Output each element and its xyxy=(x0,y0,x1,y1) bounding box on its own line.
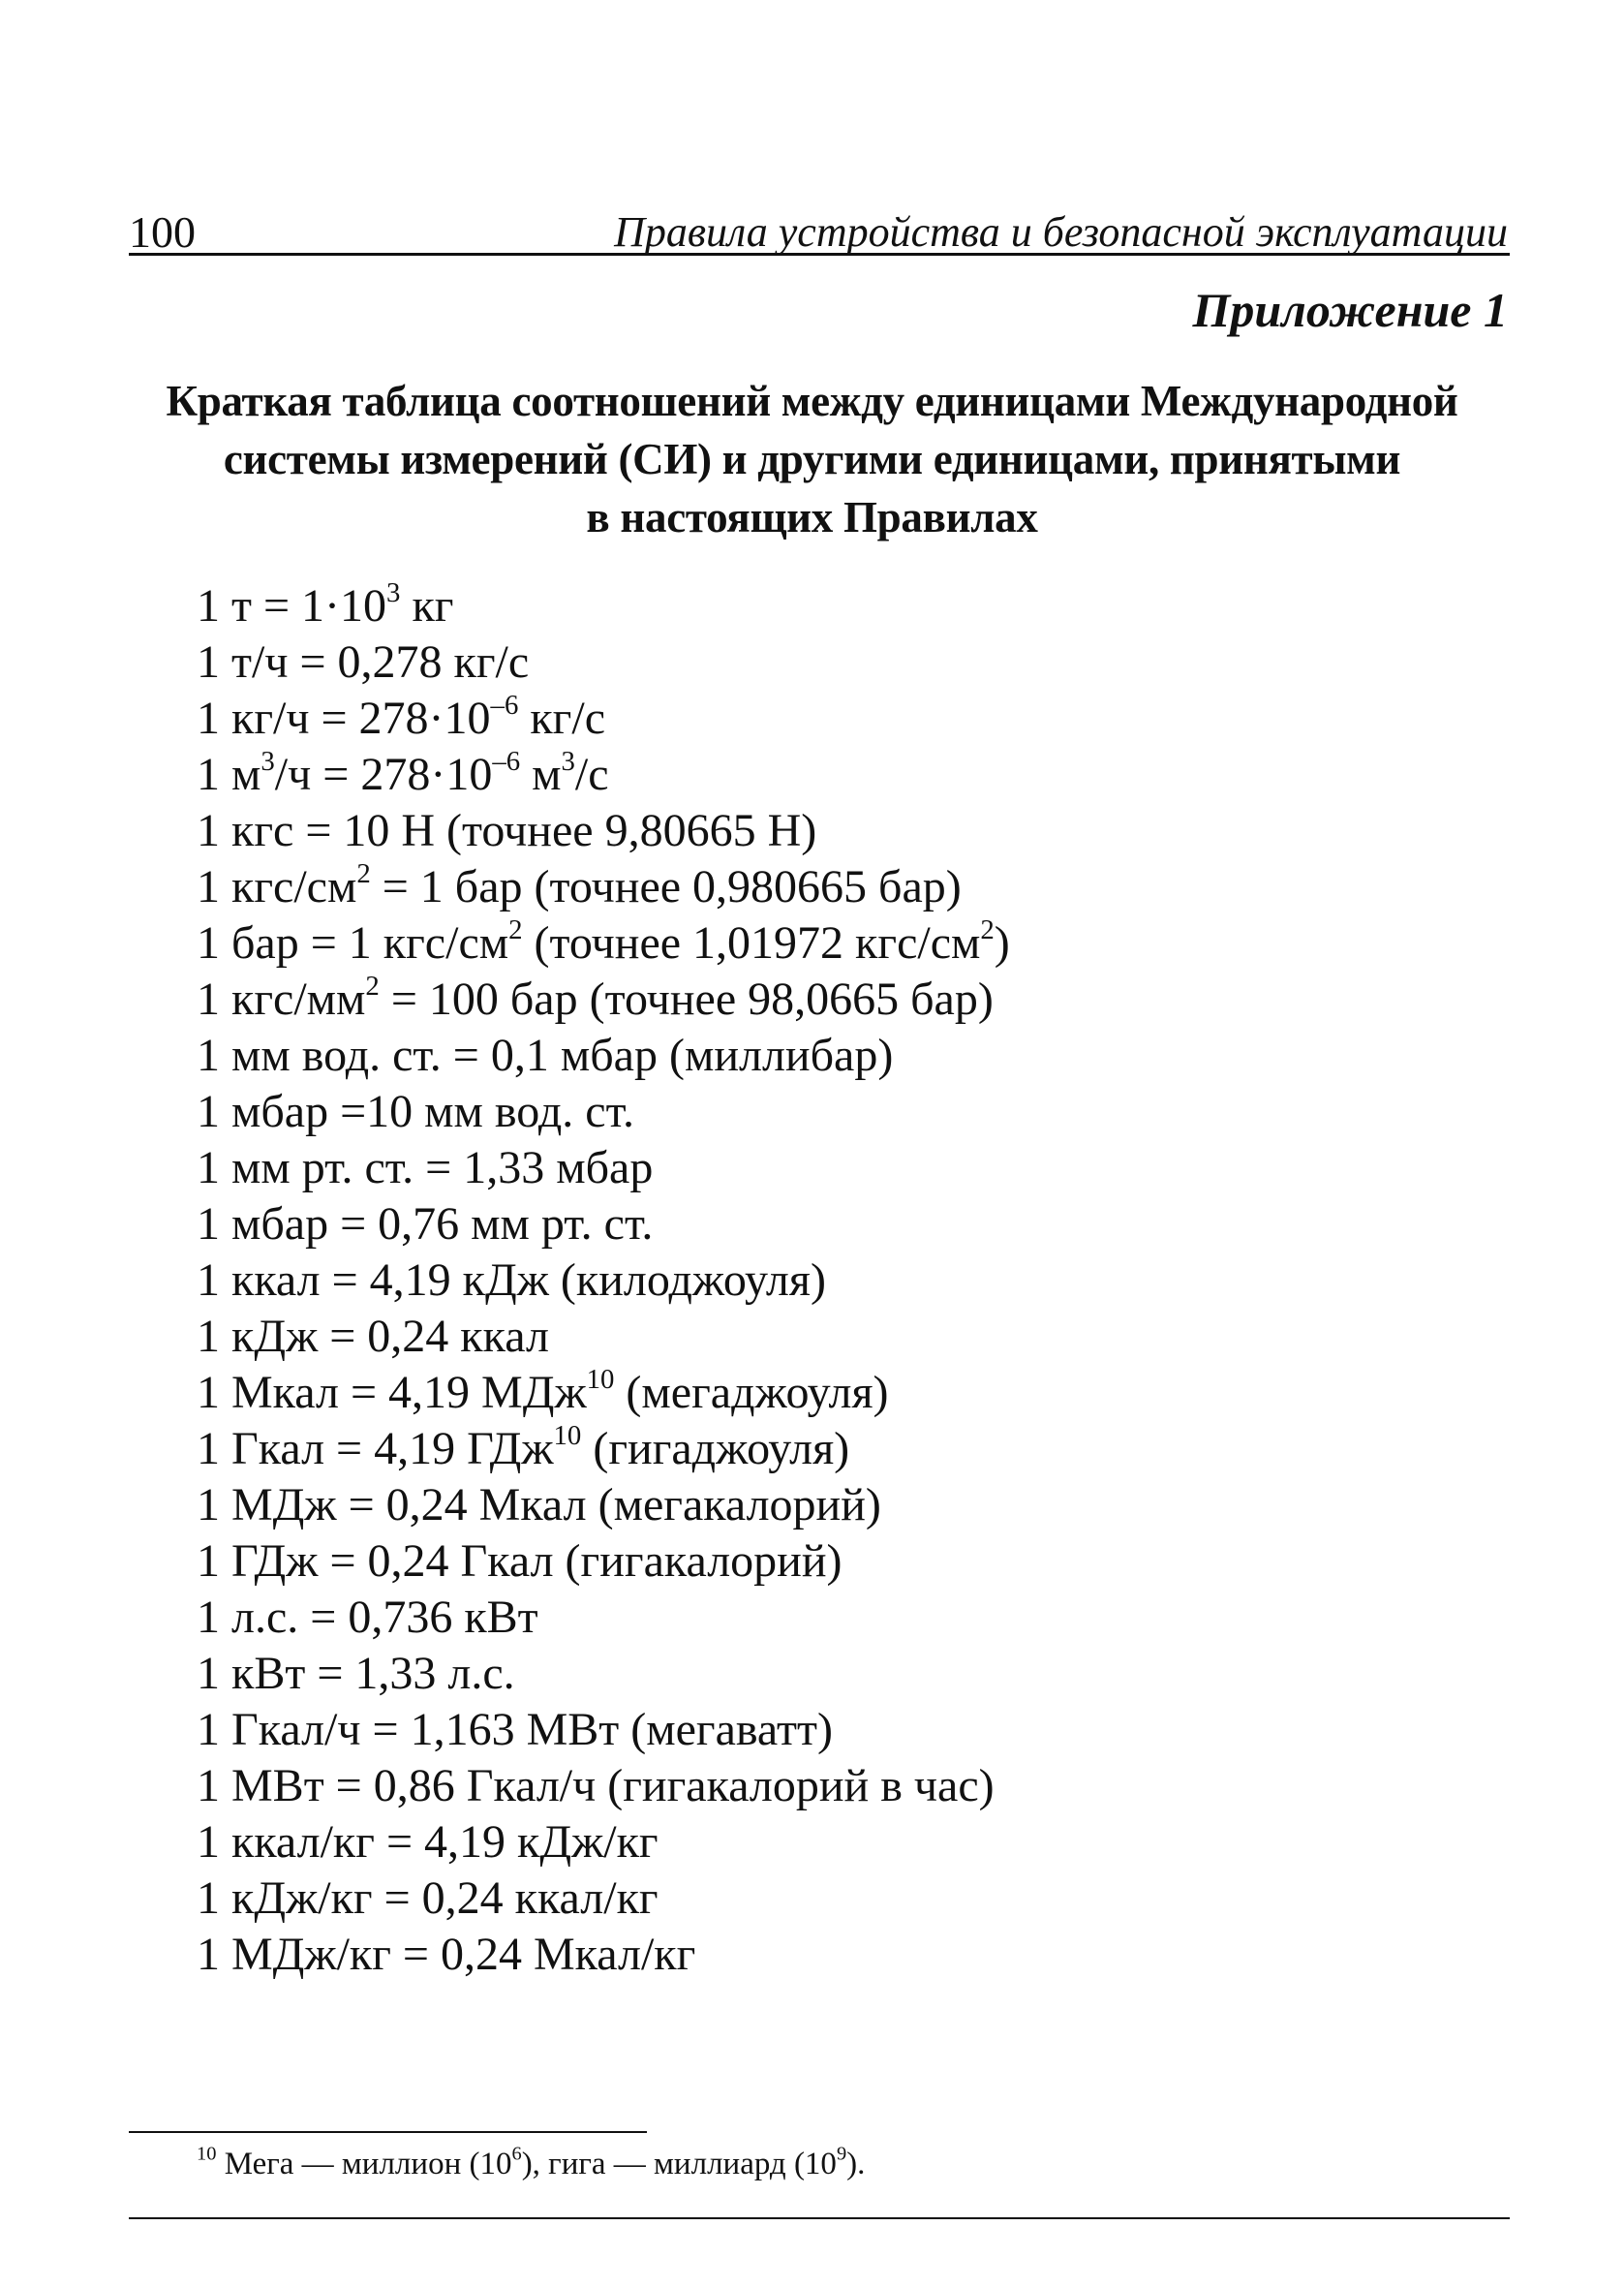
conversion-item xyxy=(197,1365,1010,1421)
superscript: 3 xyxy=(260,745,275,777)
text-segment: 1 мм вод. ст. = 0,1 мбар (миллибар) xyxy=(197,1030,894,1081)
superscript: 3 xyxy=(386,576,401,608)
conversion-item xyxy=(197,1814,1010,1871)
text-segment: ). xyxy=(846,2147,866,2181)
text-segment: 1 МВт = 0,86 Гкал/ч (гигакалорий в час) xyxy=(197,1760,995,1811)
text-segment: /ч = 278·10 xyxy=(274,749,493,800)
text-segment: 1 МДж = 0,24 Мкал (мегакалорий) xyxy=(197,1479,881,1530)
title-line: Краткая таблица соотношений между единицами Международной xyxy=(166,377,1458,425)
text-segment: 1 кДж/кг = 0,24 ккал/кг xyxy=(197,1872,659,1924)
text-segment: 1 т/ч = 0,278 кг/с xyxy=(197,636,530,688)
text-segment: 1 кг/ч = 278·10 xyxy=(197,693,491,744)
text-segment: 1 т = 1·10 xyxy=(197,580,387,632)
conversion-item xyxy=(197,1646,1010,1702)
footnote xyxy=(197,2143,865,2185)
conversion-item xyxy=(197,1533,1010,1590)
conversion-item xyxy=(197,1140,1010,1196)
superscript: 10 xyxy=(197,2143,217,2165)
text-segment: (гигаджоуля) xyxy=(581,1423,850,1474)
running-title: Правила устройства и безопасной эксплуатации xyxy=(614,208,1508,256)
superscript: 2 xyxy=(356,857,371,889)
appendix-label: Приложение 1 xyxy=(1192,283,1508,337)
text-segment: м xyxy=(520,749,562,800)
text-segment: = 100 бар (точнее 98,0665 бар) xyxy=(379,974,994,1025)
superscript: 10 xyxy=(553,1419,582,1451)
text-segment: 1 л.с. = 0,736 кВт xyxy=(197,1592,538,1643)
conversion-item xyxy=(197,1758,1010,1814)
text-segment: 1 бар = 1 кгс/см xyxy=(197,917,509,969)
conversion-list xyxy=(197,578,1010,1983)
document-title xyxy=(97,372,1527,546)
superscript: 3 xyxy=(561,745,575,777)
conversion-item xyxy=(197,1196,1010,1252)
text-segment: (точнее 1,01972 кгс/см xyxy=(522,917,981,969)
conversion-item xyxy=(197,915,1010,972)
superscript: 10 xyxy=(586,1363,615,1395)
text-segment: 1 м xyxy=(197,749,261,800)
text-segment: 1 кДж = 0,24 ккал xyxy=(197,1311,549,1362)
conversion-item xyxy=(197,972,1010,1028)
text-segment: 1 Гкал/ч = 1,163 МВт (мегаватт) xyxy=(197,1704,833,1755)
superscript: 2 xyxy=(365,970,380,1002)
superscript: 2 xyxy=(980,913,995,945)
text-segment: 1 мбар =10 мм вод. ст. xyxy=(197,1086,634,1137)
text-segment: = 1 бар (точнее 0,980665 бар) xyxy=(370,861,962,912)
conversion-item xyxy=(197,1309,1010,1365)
text-segment: 1 ккал = 4,19 кДж (килоджоуля) xyxy=(197,1254,826,1306)
conversion-item xyxy=(197,803,1010,859)
superscript: –6 xyxy=(490,689,519,721)
conversion-item xyxy=(197,1590,1010,1646)
text-segment: (мегаджоуля) xyxy=(614,1367,889,1418)
conversion-item xyxy=(197,1702,1010,1758)
text-segment: ) xyxy=(994,917,1010,969)
text-segment: кг/с xyxy=(518,693,605,744)
bottom-rule xyxy=(129,2217,1510,2219)
superscript: 6 xyxy=(511,2143,522,2165)
superscript: 2 xyxy=(508,913,523,945)
conversion-item xyxy=(197,634,1010,691)
footnote-rule xyxy=(129,2131,647,2133)
text-segment: 1 Мкал = 4,19 МДж xyxy=(197,1367,587,1418)
text-segment: 1 ГДж = 0,24 Гкал (гигакалорий) xyxy=(197,1535,843,1587)
text-segment: 1 мм рт. ст. = 1,33 мбар xyxy=(197,1142,654,1193)
conversion-item xyxy=(197,747,1010,803)
conversion-item xyxy=(197,1927,1010,1983)
superscript: –6 xyxy=(492,745,521,777)
text-segment: 1 мбар = 0,76 мм рт. ст. xyxy=(197,1198,654,1250)
text-segment: кг xyxy=(400,580,454,632)
conversion-item xyxy=(197,1252,1010,1309)
text-segment: 1 кгс = 10 Н (точнее 9,80665 Н) xyxy=(197,805,817,856)
title-line: системы измерений (СИ) и другими единицами, принятыми xyxy=(223,435,1401,483)
text-segment: 1 кгс/мм xyxy=(197,974,366,1025)
conversion-item xyxy=(197,1028,1010,1084)
text-segment: Мега — миллион (10 xyxy=(216,2147,512,2181)
text-segment: 1 кгс/см xyxy=(197,861,357,912)
conversion-item xyxy=(197,1421,1010,1477)
superscript: 9 xyxy=(836,2143,847,2165)
conversion-item xyxy=(197,859,1010,915)
conversion-item xyxy=(197,1477,1010,1533)
conversion-item xyxy=(197,1084,1010,1140)
text-segment: ), гига — миллиард (10 xyxy=(521,2147,837,2181)
text-segment: 1 ккал/кг = 4,19 кДж/кг xyxy=(197,1816,659,1868)
conversion-item xyxy=(197,691,1010,747)
text-segment: 1 Гкал = 4,19 ГДж xyxy=(197,1423,554,1474)
page-number: 100 xyxy=(129,207,196,257)
text-segment: /с xyxy=(574,749,609,800)
header-rule xyxy=(129,253,1510,256)
conversion-item xyxy=(197,1871,1010,1927)
title-line: в настоящих Правилах xyxy=(586,493,1038,541)
conversion-item xyxy=(197,578,1010,634)
text-segment: 1 МДж/кг = 0,24 Мкал/кг xyxy=(197,1929,696,1980)
text-segment: 1 кВт = 1,33 л.с. xyxy=(197,1648,515,1699)
